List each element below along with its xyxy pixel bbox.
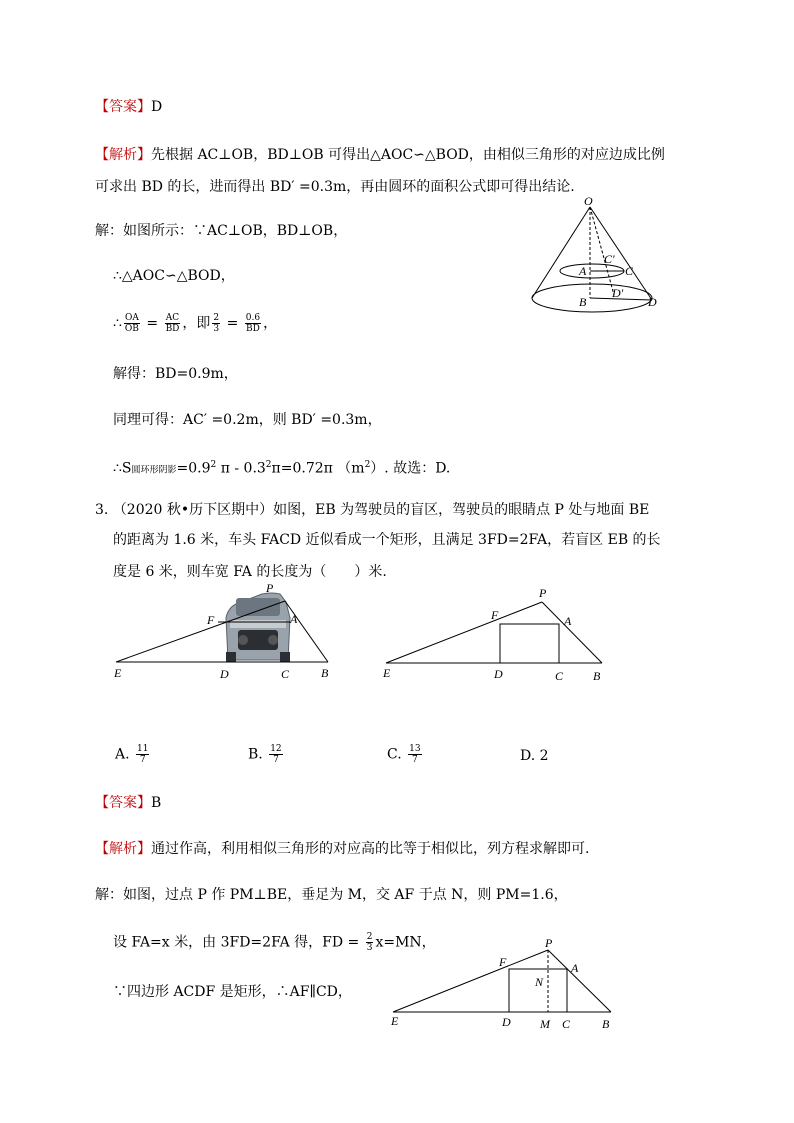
sol-label-f: F <box>499 955 507 969</box>
analysis-line-3 <box>95 839 589 859</box>
sol-label-c: C <box>562 1017 571 1031</box>
cone-label-b: B <box>579 295 587 309</box>
sol-label-n: N <box>535 975 544 989</box>
answer-tag: 【答案】 <box>95 795 151 811</box>
analysis-text-2: 通过作高，利用相似三角形的对应高的比等于相似比，列方程求解即可. <box>151 841 590 857</box>
question3-line-1: 3. （2020 秋•历下区期中）如图，EB 为驾驶员的盲区，驾驶员的眼睛点 P 处与地面 BE <box>95 502 650 518</box>
option-a[interactable]: A. $\frac{11}{7}$ <box>115 744 149 765</box>
option-a-fraction: $\frac{11}{7}$ <box>137 744 149 765</box>
car-label-c: C <box>281 667 290 681</box>
fraction-ac-bd: $\frac{AC}{BD}$ <box>165 313 180 334</box>
answer-line-2 <box>95 793 161 813</box>
fraction-oa-ob: $\frac{OA}{OB}$ <box>124 313 139 334</box>
solution2-line-2: 设 FA=x 米，由 3FD=2FA 得，FD = $\frac{2}{3}$ x=MN， <box>113 932 436 953</box>
cone-label-c-prime: C′ <box>604 252 615 266</box>
sol-label-p: P <box>545 936 553 950</box>
analysis-line-2: 可求出 BD 的长，进而得出 BD′ =0.3m，再由圆环的面积公式即可得出结论. <box>95 179 575 195</box>
car-photo <box>226 593 290 662</box>
analysis-tag: 【解析】 <box>95 841 151 857</box>
solution1-area-line: ∴S圆环形阴影$=0.9^2$ $\pi - 0.3^2\pi=0.72\pi$ $(m^2)$. 故选：D. <box>113 460 451 477</box>
cone-label-d: D <box>648 295 657 309</box>
geo-label-e: E <box>383 666 391 680</box>
solution1-line-4: 解得：BD=0.9m， <box>113 366 238 382</box>
option-c[interactable]: C. $\frac{13}{7}$ <box>387 744 421 765</box>
comma: ， <box>263 315 278 332</box>
therefore-symbol: ∴ <box>113 315 122 332</box>
sol-label-a: A <box>571 961 579 975</box>
equals: = <box>222 315 243 332</box>
cone-label-a: A <box>579 264 587 278</box>
sol-label-b: B <box>602 1017 610 1031</box>
solution1-ratio-line <box>113 313 277 334</box>
car-figure <box>110 578 340 683</box>
answer-value: D <box>151 99 163 115</box>
sol-label-m: M <box>540 1017 550 1031</box>
equals: = <box>141 315 163 332</box>
geometry-figure <box>380 585 610 685</box>
answer-tag: 【答案】 <box>95 99 151 115</box>
option-c-fraction: $\frac{13}{7}$ <box>409 744 421 765</box>
option-b-fraction: $\frac{12}{7}$ <box>270 744 282 765</box>
solution1-line-1: 解：如图所示：∵AC⊥OB，BD⊥OB， <box>95 223 348 239</box>
analysis-tag: 【解析】 <box>95 147 151 163</box>
question3-line-2: 的距离为 1.6 米，车头 FACD 近似看成一个矩形，且满足 3FD=2FA，若盲区 EB 的长 <box>113 532 661 548</box>
cone-label-d-prime: D′ <box>612 286 624 300</box>
option-b[interactable]: B. $\frac{12}{7}$ <box>248 744 282 765</box>
geo-label-f: F <box>491 608 499 622</box>
car-label-b: B <box>321 666 329 680</box>
sol-label-e: E <box>391 1014 399 1028</box>
car-label-e: E <box>114 666 122 680</box>
area-subscript: 圆环形阴影 <box>131 465 177 476</box>
cone-figure <box>520 195 670 320</box>
fraction-2-3: $\frac{2}{3}$ <box>366 932 373 953</box>
geo-label-p: P <box>539 586 547 600</box>
geo-label-d: D <box>494 667 503 681</box>
answer-value: B <box>151 795 162 811</box>
car-label-a: A <box>290 612 298 626</box>
cone-label-o: O <box>584 195 593 208</box>
answer-line-1 <box>95 97 162 117</box>
namely-text: ，即 <box>182 315 211 332</box>
car-label-f: F <box>207 613 215 627</box>
fraction-06-bd: $\frac{0.6}{BD}$ <box>245 313 261 334</box>
solution2-line-1: 解：如图，过点 P 作 PM⊥BE，垂足为 M，交 AF 于点 N，则 PM=1.6， <box>95 887 568 903</box>
analysis-line-1 <box>95 145 665 165</box>
geo-label-c: C <box>555 669 564 683</box>
solution1-line-2: ∴△AOC∽△BOD， <box>113 268 235 284</box>
solution2-line-3: ∵四边形 ACDF 是矩形，∴AF∥CD， <box>113 984 352 1000</box>
question3-line-3: 度是 6 米，则车宽 FA 的长度为（ ）米. <box>113 564 387 580</box>
geo-label-a: A <box>564 614 572 628</box>
solution-figure <box>385 935 620 1035</box>
solution1-line-5: 同理可得：AC′ =0.2m，则 BD′ =0.3m， <box>113 412 382 428</box>
fraction-2-3: $\frac{2}{3}$ <box>213 313 220 334</box>
option-d[interactable]: D. 2 <box>520 748 549 764</box>
cone-label-c: C <box>625 264 634 278</box>
car-label-p: P <box>266 581 274 595</box>
analysis-text-1: 先根据 AC⊥OB，BD⊥OB 可得出△AOC∽△BOD，由相似三角形的对应边成比例 <box>151 147 665 163</box>
car-label-d: D <box>220 667 229 681</box>
sol-label-d: D <box>502 1015 511 1029</box>
geo-label-b: B <box>593 669 601 683</box>
